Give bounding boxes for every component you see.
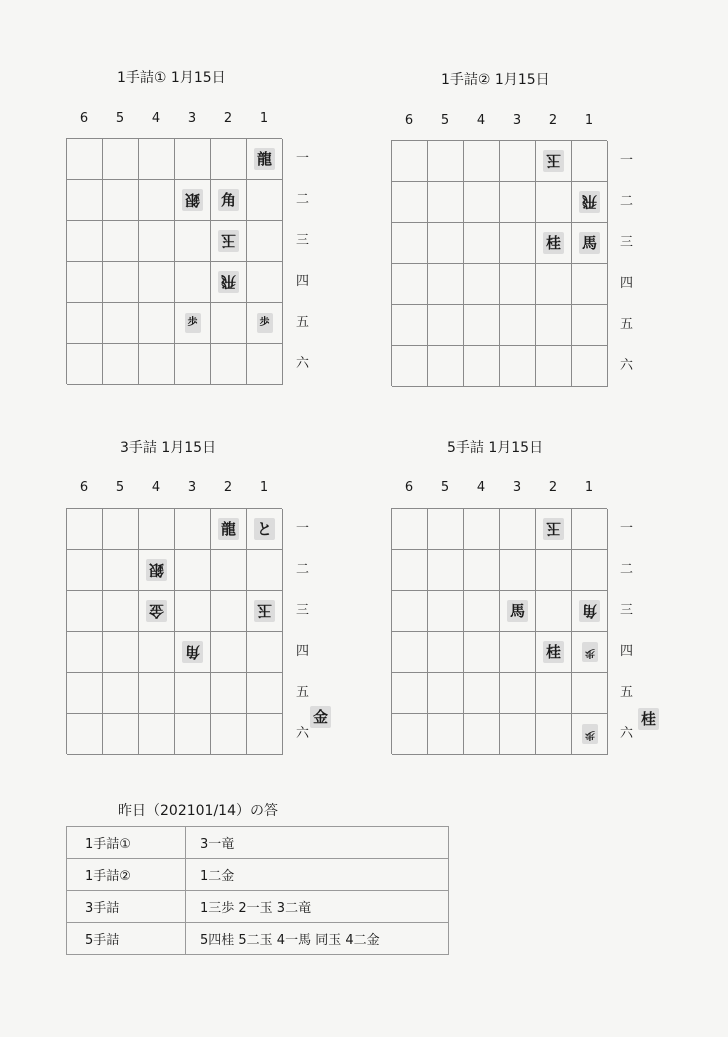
- board-square: [103, 180, 139, 221]
- board-square: [247, 180, 283, 221]
- board-square: [500, 223, 536, 264]
- board-square: [392, 714, 428, 755]
- col-label: 1: [584, 480, 594, 495]
- board-square: [211, 550, 247, 591]
- shogi-piece: 玉: [218, 230, 239, 252]
- board-square: [392, 182, 428, 223]
- board-square: [464, 673, 500, 714]
- shogi-piece: 角: [579, 600, 600, 622]
- col-label: 5: [115, 111, 125, 126]
- shogi-board: [391, 140, 607, 386]
- board-square: [139, 180, 175, 221]
- board-square: [67, 221, 103, 262]
- board-square: [67, 673, 103, 714]
- board-square: [67, 262, 103, 303]
- col-label: 3: [187, 480, 197, 495]
- board-square: [211, 344, 247, 385]
- shogi-piece: 桂: [543, 641, 564, 663]
- column-labels: [66, 480, 282, 495]
- row-label: 五: [296, 315, 310, 330]
- board-square: [211, 303, 247, 344]
- board-square: [464, 714, 500, 755]
- board-square: [103, 303, 139, 344]
- board-square: [536, 141, 572, 182]
- col-label: 4: [151, 111, 161, 126]
- board-square: [464, 346, 500, 387]
- hand-piece: 金: [310, 706, 331, 728]
- board-square: [536, 223, 572, 264]
- board-square: [103, 673, 139, 714]
- table-row: [67, 891, 449, 923]
- row-label: 五: [620, 317, 634, 332]
- board-square: [392, 673, 428, 714]
- col-label: 6: [404, 113, 414, 128]
- board-square: [211, 714, 247, 755]
- shogi-piece: 玉: [543, 150, 564, 172]
- board-square: [428, 632, 464, 673]
- board-square: [428, 182, 464, 223]
- board-square: [139, 262, 175, 303]
- row-label: 四: [296, 644, 310, 659]
- col-label: 3: [187, 111, 197, 126]
- board-square: [175, 180, 211, 221]
- board-square: [103, 714, 139, 755]
- shogi-piece: 龍: [218, 518, 239, 540]
- board-square: [103, 344, 139, 385]
- col-label: 2: [548, 113, 558, 128]
- board-square: [103, 550, 139, 591]
- shogi-piece: 金: [146, 600, 167, 622]
- row-label: 一: [620, 153, 634, 168]
- board-square: [536, 264, 572, 305]
- row-label: 一: [296, 151, 310, 166]
- pieces-in-hand: [310, 706, 331, 728]
- row-label: 四: [620, 276, 634, 291]
- board-square: [428, 714, 464, 755]
- board-square: [572, 673, 608, 714]
- row-label: 三: [620, 235, 634, 250]
- shogi-piece: 馬: [579, 232, 600, 254]
- shogi-board: [391, 508, 607, 754]
- board-square: [392, 264, 428, 305]
- board-square: [175, 221, 211, 262]
- row-labels: [296, 508, 309, 754]
- shogi-piece: 飛: [218, 271, 239, 293]
- board-square: [247, 673, 283, 714]
- board-square: [175, 673, 211, 714]
- board-square: [536, 591, 572, 632]
- column-labels: [66, 111, 282, 126]
- board-square: [247, 714, 283, 755]
- shogi-piece: 玉: [254, 600, 275, 622]
- row-label: 三: [620, 603, 634, 618]
- board-square: [500, 632, 536, 673]
- col-label: 2: [548, 480, 558, 495]
- col-label: 5: [115, 480, 125, 495]
- row-label: 四: [620, 644, 634, 659]
- row-label: 六: [296, 356, 310, 371]
- puzzle-title: 5手詰 1月15日: [447, 440, 544, 456]
- row-labels: [620, 140, 633, 386]
- board-square: [536, 182, 572, 223]
- shogi-piece: 角: [182, 641, 203, 663]
- board-square: [139, 509, 175, 550]
- row-labels: [296, 138, 309, 384]
- board-square: [572, 346, 608, 387]
- board-square: [572, 305, 608, 346]
- table-row: [67, 827, 449, 859]
- board-square: [139, 714, 175, 755]
- col-label: 3: [512, 480, 522, 495]
- shogi-piece: 角: [218, 189, 239, 211]
- col-label: 1: [259, 480, 269, 495]
- row-label: 五: [620, 685, 634, 700]
- shogi-piece: 歩: [582, 724, 598, 744]
- board-square: [464, 264, 500, 305]
- board-square: [139, 303, 175, 344]
- board-square: [67, 180, 103, 221]
- shogi-piece: 歩: [257, 313, 273, 333]
- board-square: [572, 714, 608, 755]
- board-square: [392, 141, 428, 182]
- board-square: [139, 344, 175, 385]
- board-square: [464, 141, 500, 182]
- board-square: [211, 221, 247, 262]
- shogi-piece: 飛: [579, 191, 600, 213]
- board-square: [67, 303, 103, 344]
- row-label: 四: [296, 274, 310, 289]
- col-label: 6: [79, 111, 89, 126]
- board-square: [211, 632, 247, 673]
- board-square: [392, 632, 428, 673]
- board-square: [67, 344, 103, 385]
- board-square: [211, 509, 247, 550]
- board-square: [428, 346, 464, 387]
- board-square: [103, 139, 139, 180]
- board-square: [247, 550, 283, 591]
- board-square: [211, 673, 247, 714]
- answer-moves: 1三歩 2一玉 3二竜: [186, 891, 449, 923]
- board-square: [464, 550, 500, 591]
- row-label: 三: [296, 233, 310, 248]
- row-label: 六: [620, 726, 634, 741]
- board-square: [428, 141, 464, 182]
- board-square: [103, 632, 139, 673]
- answer-moves: 3一竜: [186, 827, 449, 859]
- board-square: [536, 673, 572, 714]
- board-square: [103, 262, 139, 303]
- board-square: [536, 346, 572, 387]
- board-square: [211, 591, 247, 632]
- board-square: [175, 714, 211, 755]
- board-square: [572, 550, 608, 591]
- board-square: [500, 264, 536, 305]
- shogi-piece: 銀: [182, 189, 203, 211]
- board-square: [428, 550, 464, 591]
- board-square: [175, 550, 211, 591]
- row-label: 二: [620, 194, 634, 209]
- board-square: [392, 509, 428, 550]
- board-square: [536, 305, 572, 346]
- answer-moves: 1二金: [186, 859, 449, 891]
- col-label: 2: [223, 111, 233, 126]
- answers-table: [66, 826, 449, 955]
- col-label: 3: [512, 113, 522, 128]
- board-square: [211, 180, 247, 221]
- col-label: 5: [440, 480, 450, 495]
- board-square: [428, 305, 464, 346]
- board-square: [67, 714, 103, 755]
- board-square: [572, 141, 608, 182]
- col-label: 4: [476, 113, 486, 128]
- board-square: [536, 509, 572, 550]
- board-square: [428, 223, 464, 264]
- board-square: [500, 714, 536, 755]
- board-square: [139, 591, 175, 632]
- board-square: [464, 509, 500, 550]
- shogi-piece: 銀: [146, 559, 167, 581]
- col-label: 4: [151, 480, 161, 495]
- board-square: [392, 591, 428, 632]
- row-label: 五: [296, 685, 310, 700]
- board-square: [247, 262, 283, 303]
- board-square: [392, 550, 428, 591]
- board-square: [175, 591, 211, 632]
- board-square: [247, 591, 283, 632]
- board-square: [139, 221, 175, 262]
- board-square: [175, 262, 211, 303]
- board-square: [247, 344, 283, 385]
- col-label: 6: [404, 480, 414, 495]
- board-square: [464, 591, 500, 632]
- board-square: [247, 632, 283, 673]
- board-square: [67, 550, 103, 591]
- board-square: [211, 262, 247, 303]
- board-square: [67, 139, 103, 180]
- row-label: 二: [296, 562, 310, 577]
- board-square: [247, 509, 283, 550]
- board-square: [139, 673, 175, 714]
- puzzle-title: 1手詰① 1月15日: [117, 70, 226, 86]
- board-square: [572, 182, 608, 223]
- col-label: 5: [440, 113, 450, 128]
- board-square: [175, 139, 211, 180]
- board-square: [464, 182, 500, 223]
- board-square: [536, 714, 572, 755]
- puzzle-title: 3手詰 1月15日: [120, 440, 217, 456]
- board-square: [428, 673, 464, 714]
- board-square: [428, 264, 464, 305]
- board-square: [500, 550, 536, 591]
- board-square: [103, 509, 139, 550]
- row-label: 六: [296, 726, 310, 741]
- board-square: [500, 591, 536, 632]
- shogi-piece: 歩: [185, 313, 201, 333]
- board-square: [428, 591, 464, 632]
- answer-puzzle-name: 3手詰: [67, 891, 186, 923]
- board-square: [572, 223, 608, 264]
- board-square: [247, 303, 283, 344]
- shogi-piece: 龍: [254, 148, 275, 170]
- pieces-in-hand: [638, 708, 659, 730]
- col-label: 6: [79, 480, 89, 495]
- row-labels: [620, 508, 633, 754]
- shogi-board: [66, 138, 282, 384]
- board-square: [392, 346, 428, 387]
- answer-puzzle-name: 1手詰①: [67, 827, 186, 859]
- board-square: [139, 550, 175, 591]
- board-square: [103, 591, 139, 632]
- table-row: [67, 859, 449, 891]
- board-square: [175, 303, 211, 344]
- board-square: [139, 632, 175, 673]
- board-square: [175, 344, 211, 385]
- answer-puzzle-name: 1手詰②: [67, 859, 186, 891]
- col-label: 1: [584, 113, 594, 128]
- row-label: 六: [620, 358, 634, 373]
- board-square: [536, 550, 572, 591]
- board-square: [500, 509, 536, 550]
- col-label: 1: [259, 111, 269, 126]
- board-square: [500, 182, 536, 223]
- board-square: [500, 346, 536, 387]
- puzzle-title: 1手詰② 1月15日: [441, 72, 550, 88]
- hand-piece: 桂: [638, 708, 659, 730]
- board-square: [572, 509, 608, 550]
- row-label: 二: [620, 562, 634, 577]
- row-label: 一: [296, 521, 310, 536]
- answers-title: 昨日（202101/14）の答: [118, 803, 278, 819]
- board-square: [67, 591, 103, 632]
- row-label: 一: [620, 521, 634, 536]
- board-square: [392, 305, 428, 346]
- board-square: [211, 139, 247, 180]
- board-square: [500, 141, 536, 182]
- shogi-piece: と: [254, 518, 275, 540]
- board-square: [572, 264, 608, 305]
- board-square: [500, 673, 536, 714]
- board-square: [175, 632, 211, 673]
- shogi-board: [66, 508, 282, 754]
- board-square: [67, 632, 103, 673]
- column-labels: [391, 480, 607, 495]
- board-square: [572, 632, 608, 673]
- row-label: 二: [296, 192, 310, 207]
- board-square: [103, 221, 139, 262]
- col-label: 2: [223, 480, 233, 495]
- board-square: [175, 509, 211, 550]
- board-square: [464, 632, 500, 673]
- board-square: [139, 139, 175, 180]
- shogi-piece: 歩: [582, 642, 598, 662]
- board-square: [247, 221, 283, 262]
- table-row: [67, 923, 449, 955]
- col-label: 4: [476, 480, 486, 495]
- column-labels: [391, 113, 607, 128]
- board-square: [500, 305, 536, 346]
- answer-puzzle-name: 5手詰: [67, 923, 186, 955]
- shogi-piece: 桂: [543, 232, 564, 254]
- answer-moves: 5四桂 5二玉 4一馬 同玉 4二金: [186, 923, 449, 955]
- board-square: [464, 305, 500, 346]
- board-square: [67, 509, 103, 550]
- shogi-piece: 馬: [507, 600, 528, 622]
- board-square: [392, 223, 428, 264]
- board-square: [572, 591, 608, 632]
- row-label: 三: [296, 603, 310, 618]
- board-square: [464, 223, 500, 264]
- board-square: [428, 509, 464, 550]
- shogi-piece: 玉: [543, 518, 564, 540]
- board-square: [536, 632, 572, 673]
- board-square: [247, 139, 283, 180]
